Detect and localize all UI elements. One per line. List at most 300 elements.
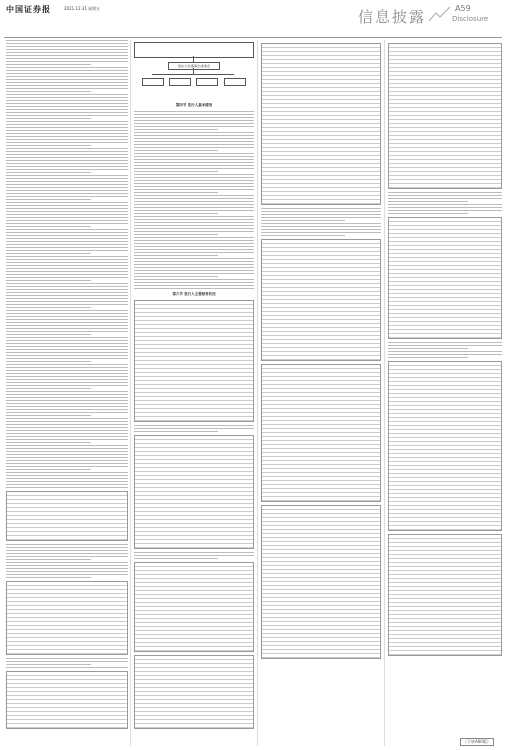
issue-weekday: 星期五	[88, 6, 100, 11]
text-line	[6, 430, 128, 431]
text-line	[6, 259, 128, 260]
text-line	[6, 265, 128, 266]
text-line	[6, 445, 128, 446]
text-line	[6, 298, 128, 299]
text-line	[6, 94, 128, 95]
text-line	[6, 289, 128, 290]
text-line	[6, 466, 128, 467]
text-line	[388, 351, 502, 352]
text-line	[261, 229, 381, 230]
text-line	[134, 144, 254, 145]
text-line	[134, 153, 254, 154]
text-line	[6, 103, 128, 104]
text-line	[6, 472, 128, 473]
text-line	[134, 261, 254, 262]
table-row	[135, 544, 253, 548]
text-line	[134, 201, 254, 202]
text-line	[6, 250, 128, 251]
text-line	[6, 97, 128, 98]
text-line	[261, 223, 381, 224]
text-line	[6, 451, 128, 452]
text-line	[6, 367, 128, 368]
text-line	[6, 166, 128, 167]
text-line	[6, 190, 128, 191]
text-line	[134, 288, 254, 289]
issue-date: 2021.12.31	[64, 6, 87, 11]
text-line	[134, 552, 254, 553]
data-table	[388, 534, 502, 656]
text-line	[6, 217, 128, 218]
text-line	[6, 223, 128, 224]
text-line	[6, 115, 128, 116]
org-chart-unit	[142, 78, 164, 86]
text-line	[6, 274, 128, 275]
text-line	[6, 262, 128, 263]
text-line	[6, 424, 128, 425]
text-line	[134, 216, 254, 217]
text-line	[6, 181, 128, 182]
data-table	[261, 364, 381, 502]
text-line	[6, 121, 128, 122]
text-line	[6, 235, 128, 236]
table-row	[7, 536, 127, 540]
text-line	[6, 142, 128, 143]
text-line	[6, 220, 128, 221]
data-table	[6, 491, 128, 541]
text-line	[6, 661, 128, 662]
text-line	[6, 484, 128, 485]
text-line	[6, 331, 128, 332]
table-row	[7, 724, 127, 728]
data-table	[6, 581, 128, 655]
column-3	[261, 40, 381, 662]
text-line	[134, 255, 218, 256]
text-line	[6, 475, 128, 476]
text-line	[6, 280, 91, 281]
text-line	[134, 123, 254, 124]
text-line	[134, 258, 254, 259]
text-line	[134, 285, 254, 286]
text-line	[6, 40, 128, 41]
text-line	[134, 135, 254, 136]
text-line	[388, 342, 502, 343]
text-line	[6, 667, 128, 668]
column-divider	[384, 40, 385, 746]
text-line	[388, 210, 502, 211]
text-line	[6, 544, 128, 545]
text-line	[6, 406, 128, 407]
text-line	[6, 244, 128, 245]
text-line	[134, 138, 254, 139]
text-line	[388, 345, 502, 346]
text-line	[6, 124, 128, 125]
text-line	[6, 397, 128, 398]
text-line	[388, 198, 502, 199]
org-chart-unit	[196, 78, 218, 86]
text-line	[6, 73, 128, 74]
text-line	[134, 147, 254, 148]
text-line	[134, 114, 254, 115]
column-2-tables	[134, 300, 254, 729]
text-line	[6, 310, 128, 311]
data-table	[134, 435, 254, 549]
column-4	[388, 40, 502, 659]
text-line	[6, 307, 91, 308]
text-line	[6, 412, 128, 413]
text-line	[6, 55, 128, 56]
text-line	[6, 286, 128, 287]
text-line	[6, 439, 128, 440]
table-row	[389, 184, 501, 188]
text-line	[6, 64, 91, 65]
section-heading: 第四节 发行人基本情况	[175, 103, 213, 107]
text-line	[6, 577, 91, 578]
text-line	[6, 76, 128, 77]
text-line	[261, 235, 345, 236]
data-table	[388, 361, 502, 531]
text-line	[6, 253, 91, 254]
text-line	[134, 129, 218, 130]
text-line	[388, 207, 502, 208]
text-line	[6, 421, 128, 422]
table-row	[135, 417, 253, 421]
text-line	[6, 565, 128, 566]
text-line	[134, 276, 218, 277]
text-line	[6, 127, 128, 128]
text-line	[6, 151, 128, 152]
text-line	[6, 175, 128, 176]
text-line	[388, 354, 502, 355]
text-line	[6, 187, 128, 188]
text-line	[261, 226, 381, 227]
text-line	[6, 277, 128, 278]
text-line	[6, 463, 128, 464]
text-line	[134, 117, 254, 118]
text-line	[6, 49, 128, 50]
text-line	[134, 219, 254, 220]
text-line	[6, 109, 128, 110]
data-table	[261, 239, 381, 361]
text-line	[134, 162, 254, 163]
text-line	[6, 139, 128, 140]
text-line	[6, 346, 128, 347]
text-line	[6, 559, 91, 560]
data-table	[388, 217, 502, 339]
text-line	[134, 192, 218, 193]
column-divider	[130, 40, 131, 746]
table-row	[262, 356, 380, 360]
text-line	[6, 178, 128, 179]
text-line	[6, 172, 91, 173]
text-line	[6, 361, 91, 362]
column-1	[6, 40, 128, 732]
text-line	[134, 150, 218, 151]
text-line	[6, 316, 128, 317]
text-line	[6, 43, 128, 44]
text-line	[6, 70, 128, 71]
text-line	[6, 283, 128, 284]
text-line	[6, 136, 128, 137]
data-table	[261, 43, 381, 205]
text-line	[6, 79, 128, 80]
text-line	[134, 177, 254, 178]
text-line	[6, 478, 128, 479]
text-line	[134, 243, 254, 244]
text-line	[134, 431, 218, 432]
text-line	[6, 553, 128, 554]
text-line	[134, 141, 254, 142]
text-line	[6, 88, 128, 89]
text-line	[134, 189, 254, 190]
text-line	[6, 301, 128, 302]
text-line	[261, 208, 381, 209]
text-line	[6, 112, 128, 113]
text-line	[134, 279, 254, 280]
text-line	[6, 106, 128, 107]
text-line	[134, 228, 254, 229]
text-line	[6, 160, 128, 161]
text-line	[134, 252, 254, 253]
text-line	[6, 232, 128, 233]
text-line	[6, 256, 128, 257]
text-line	[134, 171, 218, 172]
table-row	[262, 497, 380, 501]
text-line	[134, 249, 254, 250]
text-line	[134, 168, 254, 169]
org-chart-root: 股东大会/董事会/监事会	[168, 62, 220, 70]
text-line	[6, 145, 91, 146]
text-line	[134, 225, 254, 226]
text-line	[6, 436, 128, 437]
text-line	[6, 442, 91, 443]
text-line	[261, 211, 381, 212]
text-line	[6, 130, 128, 131]
column-4-tables	[388, 43, 502, 656]
text-line	[6, 304, 128, 305]
text-line	[134, 270, 254, 271]
text-line	[6, 403, 128, 404]
text-line	[134, 264, 254, 265]
text-line	[261, 220, 345, 221]
text-line	[388, 348, 468, 349]
text-line	[6, 571, 128, 572]
text-line	[6, 163, 128, 164]
text-line	[6, 373, 128, 374]
text-line	[6, 370, 128, 371]
text-line	[134, 195, 254, 196]
text-line	[6, 58, 128, 59]
text-line	[6, 295, 128, 296]
text-line	[6, 193, 128, 194]
text-line	[6, 205, 128, 206]
text-line	[134, 282, 254, 283]
table-row	[135, 647, 253, 651]
text-line	[6, 562, 128, 563]
text-line	[6, 469, 91, 470]
masthead	[0, 0, 506, 40]
text-line	[6, 355, 128, 356]
text-line	[134, 237, 254, 238]
column-2	[134, 40, 254, 732]
table-row	[262, 654, 380, 658]
text-line	[388, 195, 502, 196]
text-line	[6, 238, 128, 239]
text-line	[6, 184, 128, 185]
text-line	[6, 400, 128, 401]
text-line	[6, 433, 128, 434]
text-line	[6, 481, 128, 482]
text-line	[6, 208, 128, 209]
table-row	[262, 200, 380, 204]
text-line	[6, 46, 128, 47]
text-line	[6, 211, 128, 212]
text-line	[6, 334, 91, 335]
text-line	[6, 241, 128, 242]
org-chart-unit	[224, 78, 246, 86]
text-line	[6, 85, 128, 86]
text-line	[388, 213, 468, 214]
text-line	[6, 415, 91, 416]
org-chart	[134, 40, 254, 100]
masthead-rule	[4, 37, 502, 38]
text-line	[6, 100, 128, 101]
text-line	[6, 118, 91, 119]
text-line	[6, 313, 128, 314]
text-line	[6, 328, 128, 329]
text-line	[6, 52, 128, 53]
text-line	[6, 214, 128, 215]
column-1-text	[6, 40, 128, 729]
data-table	[134, 655, 254, 729]
text-line	[134, 207, 254, 208]
text-line	[6, 448, 128, 449]
text-line	[6, 574, 128, 575]
text-line	[134, 198, 254, 199]
text-line	[6, 319, 128, 320]
table-row	[389, 334, 501, 338]
text-line	[134, 273, 254, 274]
column-3-tables	[261, 43, 381, 659]
org-chart-top-row	[134, 42, 254, 58]
text-line	[261, 232, 381, 233]
text-line	[6, 61, 128, 62]
text-line	[6, 325, 128, 326]
text-line	[6, 454, 128, 455]
text-line	[6, 457, 128, 458]
text-line	[6, 157, 128, 158]
text-line	[134, 240, 254, 241]
text-line	[134, 213, 218, 214]
text-line	[6, 358, 128, 359]
text-line	[6, 349, 128, 350]
text-line	[6, 547, 128, 548]
text-line	[6, 460, 128, 461]
text-line	[6, 82, 128, 83]
table-row	[389, 526, 501, 530]
text-line	[134, 132, 254, 133]
text-line	[6, 352, 128, 353]
text-line	[6, 385, 128, 386]
text-line	[6, 376, 128, 377]
text-line	[6, 487, 128, 488]
table-row	[389, 651, 501, 655]
text-line	[134, 210, 254, 211]
text-line	[6, 337, 128, 338]
data-table	[134, 562, 254, 652]
text-line	[6, 409, 128, 410]
text-line	[134, 428, 254, 429]
text-line	[6, 340, 128, 341]
data-table	[6, 671, 128, 729]
newspaper-logo: 中国证券报	[6, 4, 51, 14]
text-line	[6, 226, 91, 227]
text-line	[134, 126, 254, 127]
text-line	[134, 159, 254, 160]
text-line	[6, 196, 128, 197]
text-line	[6, 388, 91, 389]
data-table	[388, 43, 502, 189]
text-line	[6, 382, 128, 383]
data-table	[261, 505, 381, 659]
text-line	[6, 169, 128, 170]
text-line	[6, 247, 128, 248]
column-2-text	[134, 111, 254, 289]
text-line	[6, 67, 128, 68]
text-line	[6, 364, 128, 365]
text-line	[134, 267, 254, 268]
text-line	[6, 391, 128, 392]
table-row	[135, 724, 253, 728]
column-divider	[257, 40, 258, 746]
text-line	[388, 357, 468, 358]
text-line	[134, 425, 254, 426]
text-line	[6, 148, 128, 149]
text-line	[261, 214, 381, 215]
text-line	[6, 394, 128, 395]
text-line	[134, 186, 254, 187]
text-line	[6, 427, 128, 428]
text-line	[388, 192, 502, 193]
text-line	[261, 217, 381, 218]
text-line	[388, 204, 502, 205]
text-line	[6, 658, 128, 659]
text-line	[134, 111, 254, 112]
text-line	[134, 204, 254, 205]
table-row	[7, 650, 127, 654]
text-line	[6, 322, 128, 323]
text-line	[134, 165, 254, 166]
text-line	[134, 558, 218, 559]
text-line	[134, 234, 218, 235]
text-line	[134, 174, 254, 175]
text-line	[134, 555, 254, 556]
section-title: 信息披露	[358, 8, 427, 26]
text-line	[6, 271, 128, 272]
text-line	[6, 292, 128, 293]
text-line	[6, 664, 91, 665]
text-line	[134, 156, 254, 157]
trend-arrow-icon	[428, 6, 452, 22]
text-line	[6, 550, 128, 551]
text-line	[6, 379, 128, 380]
data-table	[134, 300, 254, 422]
text-line	[134, 246, 254, 247]
text-line	[6, 133, 128, 134]
text-line	[6, 154, 128, 155]
continued-label: （下转A60版）	[460, 738, 494, 746]
text-line	[6, 199, 91, 200]
org-chart-unit	[169, 78, 191, 86]
